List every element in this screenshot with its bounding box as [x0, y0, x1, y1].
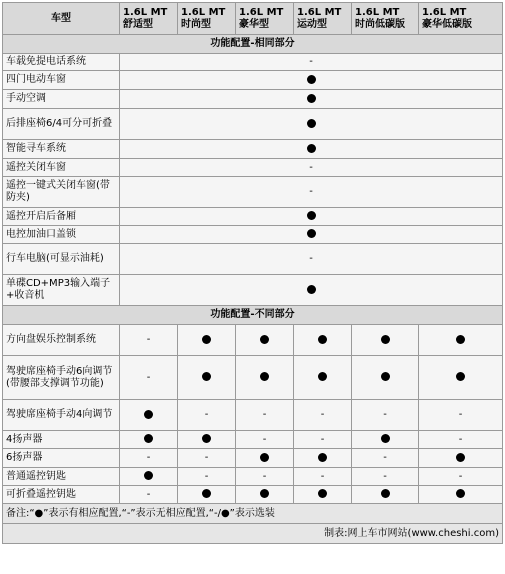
table-row	[3, 449, 503, 468]
value-cell-model-2	[178, 400, 236, 431]
filled-dot-icon	[260, 453, 269, 462]
row-label: 单碟CD+MP3输入端子+收音机	[3, 275, 120, 306]
merged-value-cell	[120, 208, 503, 226]
merged-value-cell	[120, 71, 503, 90]
row-label: 四门电动车窗	[3, 71, 120, 90]
value-cell-model-4	[294, 356, 352, 400]
value-cell-model-6	[419, 449, 503, 468]
dash-mark: -	[204, 470, 209, 482]
row-label: 遥控关闭车窗	[3, 159, 120, 177]
value-cell-model-5	[352, 468, 419, 486]
filled-dot-icon	[318, 489, 327, 498]
filled-dot-icon	[202, 434, 211, 443]
table-row	[3, 90, 503, 109]
value-cell-model-5	[352, 356, 419, 400]
dash-mark: -	[458, 409, 463, 420]
value-cell-model-6	[419, 400, 503, 431]
value-cell-model-5	[352, 325, 419, 356]
dash-mark: -	[320, 433, 325, 445]
dash-mark: -	[383, 470, 387, 482]
value-cell-model-6	[419, 325, 503, 356]
dash-mark: -	[146, 371, 151, 383]
merged-value-cell	[120, 90, 503, 109]
value-cell-model-3	[236, 486, 294, 504]
table-row	[3, 159, 503, 177]
merged-value-cell	[120, 275, 503, 306]
header-model-4: 1.6L MT 运动型	[294, 3, 352, 35]
value-cell-model-2	[178, 468, 236, 486]
dash-mark: -	[458, 433, 463, 445]
credit-row	[3, 524, 503, 544]
row-label: 可折叠遥控钥匙	[3, 486, 120, 504]
filled-dot-icon	[307, 285, 316, 294]
config-table-wrapper	[2, 2, 502, 544]
row-label: 手动空调	[3, 90, 120, 109]
value-cell-model-1	[120, 356, 178, 400]
row-label: 驾驶席座椅手动4向调节	[3, 400, 120, 431]
merged-value-cell	[120, 244, 503, 275]
filled-dot-icon	[456, 489, 465, 498]
row-label: 6扬声器	[3, 449, 120, 468]
dash-mark: -	[383, 409, 387, 420]
merged-value-cell	[120, 159, 503, 177]
value-cell-model-4	[294, 449, 352, 468]
dash-mark: -	[146, 452, 151, 463]
header-model-2: 1.6L MT 时尚型	[178, 3, 236, 35]
filled-dot-icon	[144, 434, 153, 443]
value-cell-model-4	[294, 486, 352, 504]
filled-dot-icon	[381, 489, 390, 498]
dash-mark: -	[262, 433, 267, 445]
credit-text: 制表:网上车市网站(www.cheshi.com)	[3, 524, 503, 544]
row-label: 遥控一键式关闭车窗(带防夹)	[3, 177, 120, 208]
header-model-1: 1.6L MT 舒适型	[120, 3, 178, 35]
value-cell-model-2	[178, 325, 236, 356]
row-label: 行车电脑(可显示油耗)	[3, 244, 120, 275]
table-row	[3, 486, 503, 504]
table-row	[3, 244, 503, 275]
table-row	[3, 325, 503, 356]
value-cell-model-2	[178, 356, 236, 400]
table-row	[3, 275, 503, 306]
merged-value-cell	[120, 54, 503, 71]
value-cell-model-6	[419, 468, 503, 486]
table-row	[3, 431, 503, 449]
merged-value-cell	[120, 140, 503, 159]
value-cell-model-1	[120, 400, 178, 431]
table-row	[3, 54, 503, 71]
row-label: 4扬声器	[3, 431, 120, 449]
value-cell-model-3	[236, 449, 294, 468]
dash-mark: -	[146, 488, 151, 500]
value-cell-model-1	[120, 486, 178, 504]
dash-mark: -	[309, 186, 313, 197]
value-cell-model-6	[419, 356, 503, 400]
note-text: 备注:“●”表示有相应配置,“-”表示无相应配置,“-/●”表示选装	[3, 504, 503, 524]
value-cell-model-4	[294, 431, 352, 449]
filled-dot-icon	[202, 335, 211, 344]
table-row	[3, 356, 503, 400]
table-row	[3, 140, 503, 159]
value-cell-model-5	[352, 449, 419, 468]
config-table	[2, 2, 503, 544]
value-cell-model-4	[294, 468, 352, 486]
value-cell-model-6	[419, 486, 503, 504]
header-model-6: 1.6L MT 豪华低碳版	[419, 3, 503, 35]
table-row	[3, 226, 503, 244]
table-row	[3, 400, 503, 431]
value-cell-model-1	[120, 449, 178, 468]
section-title: 功能配置-相同部分	[3, 35, 503, 54]
filled-dot-icon	[307, 119, 316, 128]
filled-dot-icon	[318, 335, 327, 344]
dash-mark: -	[204, 452, 209, 463]
value-cell-model-1	[120, 431, 178, 449]
value-cell-model-2	[178, 431, 236, 449]
filled-dot-icon	[260, 372, 269, 381]
dash-mark: -	[309, 56, 313, 67]
header-model-3: 1.6L MT 豪华型	[236, 3, 294, 35]
dash-mark: -	[262, 470, 267, 482]
dash-mark: -	[458, 470, 463, 482]
filled-dot-icon	[381, 372, 390, 381]
merged-value-cell	[120, 109, 503, 140]
section-title: 功能配置-不同部分	[3, 306, 503, 325]
note-row	[3, 504, 503, 524]
config-table-body	[3, 35, 503, 504]
filled-dot-icon	[307, 94, 316, 103]
filled-dot-icon	[456, 372, 465, 381]
filled-dot-icon	[307, 75, 316, 84]
header-model-5: 1.6L MT 时尚低碳版	[352, 3, 419, 35]
value-cell-model-4	[294, 325, 352, 356]
value-cell-model-3	[236, 356, 294, 400]
dash-mark: -	[320, 409, 325, 420]
value-cell-model-2	[178, 449, 236, 468]
row-label: 遥控开启后备厢	[3, 208, 120, 226]
table-row	[3, 177, 503, 208]
filled-dot-icon	[307, 211, 316, 220]
dash-mark: -	[262, 409, 267, 420]
value-cell-model-5	[352, 431, 419, 449]
table-row	[3, 71, 503, 90]
filled-dot-icon	[381, 335, 390, 344]
filled-dot-icon	[260, 489, 269, 498]
row-label: 智能寻车系统	[3, 140, 120, 159]
dash-mark: -	[383, 452, 387, 463]
filled-dot-icon	[318, 372, 327, 381]
filled-dot-icon	[144, 410, 153, 419]
value-cell-model-5	[352, 400, 419, 431]
filled-dot-icon	[307, 229, 316, 238]
section-header-row	[3, 35, 503, 54]
table-row	[3, 468, 503, 486]
filled-dot-icon	[381, 434, 390, 443]
dash-mark: -	[204, 409, 209, 420]
row-label: 方向盘娱乐控制系统	[3, 325, 120, 356]
filled-dot-icon	[260, 335, 269, 344]
dash-mark: -	[309, 253, 313, 264]
merged-value-cell	[120, 226, 503, 244]
row-label: 后排座椅6/4可分可折叠	[3, 109, 120, 140]
filled-dot-icon	[202, 372, 211, 381]
dash-mark: -	[309, 161, 313, 173]
header-row	[3, 3, 503, 35]
value-cell-model-1	[120, 325, 178, 356]
filled-dot-icon	[456, 453, 465, 462]
value-cell-model-3	[236, 325, 294, 356]
filled-dot-icon	[144, 471, 153, 480]
row-label: 驾驶席座椅手动6向调节(带腰部支撑调节功能)	[3, 356, 120, 400]
value-cell-model-6	[419, 431, 503, 449]
value-cell-model-3	[236, 400, 294, 431]
merged-value-cell	[120, 177, 503, 208]
filled-dot-icon	[202, 489, 211, 498]
dash-mark: -	[320, 470, 325, 482]
row-label: 车载免提电话系统	[3, 54, 120, 71]
filled-dot-icon	[456, 335, 465, 344]
header-model-label: 车型	[3, 3, 120, 35]
filled-dot-icon	[318, 453, 327, 462]
value-cell-model-2	[178, 486, 236, 504]
value-cell-model-5	[352, 486, 419, 504]
table-row	[3, 109, 503, 140]
dash-mark: -	[146, 334, 151, 345]
value-cell-model-3	[236, 431, 294, 449]
value-cell-model-3	[236, 468, 294, 486]
value-cell-model-1	[120, 468, 178, 486]
filled-dot-icon	[307, 144, 316, 153]
row-label: 普通遥控钥匙	[3, 468, 120, 486]
table-row	[3, 208, 503, 226]
value-cell-model-4	[294, 400, 352, 431]
row-label: 电控加油口盖锁	[3, 226, 120, 244]
section-header-row	[3, 306, 503, 325]
